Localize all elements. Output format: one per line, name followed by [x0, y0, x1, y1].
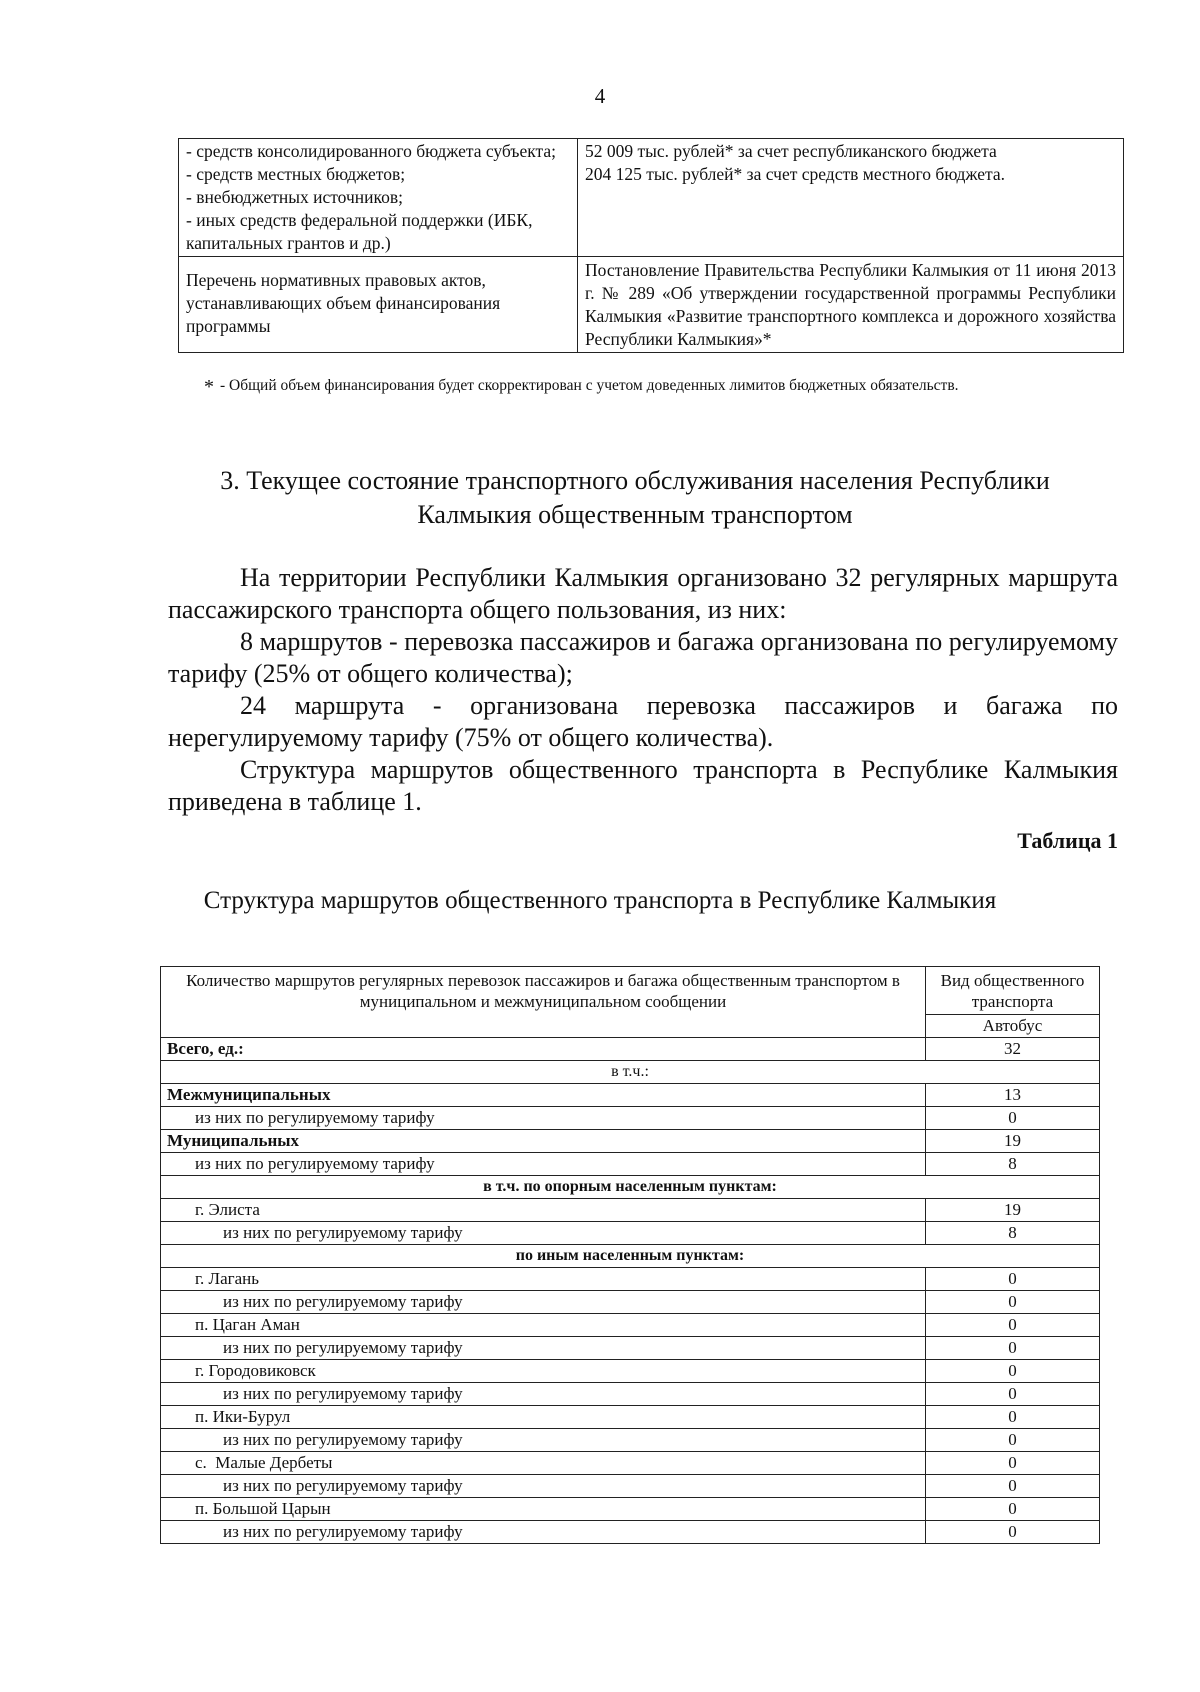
section-title-line2: Калмыкия общественным транспортом	[417, 500, 853, 529]
table-header-row	[161, 967, 1100, 1015]
legal-acts-label: Перечень нормативных правовых актов, устанавливающих объем финансирования программы	[179, 257, 578, 353]
locality-tsagan-aman-regulated-value: 0	[926, 1337, 1100, 1360]
table-row	[161, 1199, 1100, 1222]
locality-gorodovikovsk-value: 0	[926, 1360, 1100, 1383]
table-row	[161, 1084, 1100, 1107]
paragraph-unregulated: 24 маршрута - организована перевозка пассажиров и багажа по нерегулируемому тарифу (75% от общего количества).	[168, 691, 1118, 752]
municipal-regulated-label: из них по регулируемому тарифу	[161, 1153, 926, 1176]
table-row	[161, 1360, 1100, 1383]
total-value: 32	[926, 1038, 1100, 1061]
intermunicipal-regulated-label: из них по регулируемому тарифу	[161, 1107, 926, 1130]
locality-bolshoy-tsaryn-regulated-label: из них по регулируемому тарифу	[161, 1521, 926, 1544]
locality-lagan-regulated-value: 0	[926, 1291, 1100, 1314]
elista-value: 19	[926, 1199, 1100, 1222]
total-label: Всего, ед.:	[161, 1038, 926, 1061]
header-transport-type: Вид общественного транспорта	[926, 967, 1100, 1015]
locality-iki-burul-value: 0	[926, 1406, 1100, 1429]
source-consolidated-budget: - средств консолидированного бюджета субъекта;	[186, 141, 556, 161]
table-row	[161, 1107, 1100, 1130]
header-routes-count: Количество маршрутов регулярных перевозок пассажиров и багажа общественным транспортом в муниципальном и межмуниципальном сообщении	[161, 967, 926, 1038]
municipal-regulated-value: 8	[926, 1153, 1100, 1176]
table-row	[161, 1176, 1100, 1199]
table-row	[161, 1383, 1100, 1406]
table-row	[161, 1130, 1100, 1153]
locality-tsagan-aman-regulated-label: из них по регулируемому тарифу	[161, 1337, 926, 1360]
paragraph-structure-ref: Структура маршрутов общественного транспорта в Республике Калмыкия приведена в таблице 1.	[168, 755, 1118, 816]
source-local-budgets: - средств местных бюджетов;	[186, 164, 406, 184]
table-row	[161, 1452, 1100, 1475]
elista-regulated-label: из них по регулируемому тарифу	[161, 1222, 926, 1245]
table-row	[161, 1475, 1100, 1498]
funding-sources-row	[179, 139, 1124, 257]
locality-iki-burul-regulated-value: 0	[926, 1429, 1100, 1452]
table-row	[161, 1268, 1100, 1291]
funding-table	[178, 138, 1124, 353]
other-localities-heading: по иным населенным пунктам:	[161, 1245, 1100, 1268]
table-label: Таблица 1	[1017, 828, 1118, 853]
table-row	[161, 1314, 1100, 1337]
municipal-label: Муниципальных	[161, 1130, 926, 1153]
table-row	[161, 1222, 1100, 1245]
locality-gorodovikovsk-regulated-label: из них по регулируемому тарифу	[161, 1383, 926, 1406]
table-row	[161, 1153, 1100, 1176]
intermunicipal-value: 13	[926, 1084, 1100, 1107]
table-row	[161, 1337, 1100, 1360]
header-bus: Автобус	[926, 1015, 1100, 1038]
locality-gorodovikovsk-regulated-value: 0	[926, 1383, 1100, 1406]
table-row	[161, 1429, 1100, 1452]
locality-tsagan-aman-label: п. Цаган Аман	[161, 1314, 926, 1337]
footnote	[204, 376, 959, 399]
locality-lagan-regulated-label: из них по регулируемому тарифу	[161, 1291, 926, 1314]
amount-local-budget: 204 125 тыс. рублей* за счет средств местного бюджета.	[585, 164, 1006, 184]
table-row	[161, 1038, 1100, 1061]
including-label: в т.ч.:	[161, 1061, 1100, 1084]
legal-acts-value: Постановление Правительства Республики Калмыкия от 11 июня 2013 г. № 289 «Об утверждении государственной программы Республики Калмыкия «Развитие транспортного комплекса и дорожного хозяйства Республики Калмыкия»*	[578, 257, 1124, 353]
footnote-star: *	[204, 376, 214, 398]
source-federal-support: - иных средств федеральной поддержки (ИБК, капитальных грантов и др.)	[186, 210, 533, 253]
table-row	[161, 1521, 1100, 1544]
table-row	[161, 1498, 1100, 1521]
table-row	[161, 1291, 1100, 1314]
intermunicipal-label: Межмуниципальных	[161, 1084, 926, 1107]
locality-bolshoy-tsaryn-label: п. Большой Царын	[161, 1498, 926, 1521]
table-row	[161, 1061, 1100, 1084]
locality-tsagan-aman-value: 0	[926, 1314, 1100, 1337]
section-title-line1: 3. Текущее состояние транспортного обслуживания населения Республики	[220, 466, 1050, 495]
table-row	[161, 1406, 1100, 1429]
footnote-text: - Общий объем финансирования будет скорректирован с учетом доведенных лимитов бюджетных обязательств.	[220, 377, 959, 394]
elista-label: г. Элиста	[161, 1199, 926, 1222]
routes-table	[160, 966, 1100, 1544]
page-number: 4	[594, 84, 606, 108]
table-row	[161, 1245, 1100, 1268]
section-title	[150, 464, 1120, 532]
support-localities-heading: в т.ч. по опорным населенным пунктам:	[161, 1176, 1100, 1199]
source-extrabudgetary: - внебюджетных источников;	[186, 187, 403, 207]
locality-malye-derbety-regulated-value: 0	[926, 1475, 1100, 1498]
paragraph-regulated: 8 маршрутов - перевозка пассажиров и багажа организована по регулируемому тарифу (25% от общего количества);	[168, 627, 1118, 688]
locality-bolshoy-tsaryn-value: 0	[926, 1498, 1100, 1521]
locality-malye-derbety-regulated-label: из них по регулируемому тарифу	[161, 1475, 926, 1498]
locality-malye-derbety-value: 0	[926, 1452, 1100, 1475]
intermunicipal-regulated-value: 0	[926, 1107, 1100, 1130]
locality-iki-burul-regulated-label: из них по регулируемому тарифу	[161, 1429, 926, 1452]
elista-regulated-value: 8	[926, 1222, 1100, 1245]
legal-acts-row	[179, 257, 1124, 353]
funding-amounts-cell	[578, 139, 1124, 257]
funding-sources-cell	[179, 139, 578, 257]
municipal-value: 19	[926, 1130, 1100, 1153]
locality-lagan-label: г. Лагань	[161, 1268, 926, 1291]
locality-bolshoy-tsaryn-regulated-value: 0	[926, 1521, 1100, 1544]
paragraph-routes-total: На территории Республики Калмыкия организовано 32 регулярных маршрута пассажирского транспорта общего пользования, из них:	[168, 563, 1118, 624]
locality-gorodovikovsk-label: г. Городовиковск	[161, 1360, 926, 1383]
amount-republic-budget: 52 009 тыс. рублей* за счет республиканского бюджета	[585, 141, 997, 161]
table-title: Структура маршрутов общественного транспорта в Республике Калмыкия	[203, 887, 997, 914]
locality-malye-derbety-label: с. Малые Дербеты	[161, 1452, 926, 1475]
locality-iki-burul-label: п. Ики-Бурул	[161, 1406, 926, 1429]
locality-lagan-value: 0	[926, 1268, 1100, 1291]
